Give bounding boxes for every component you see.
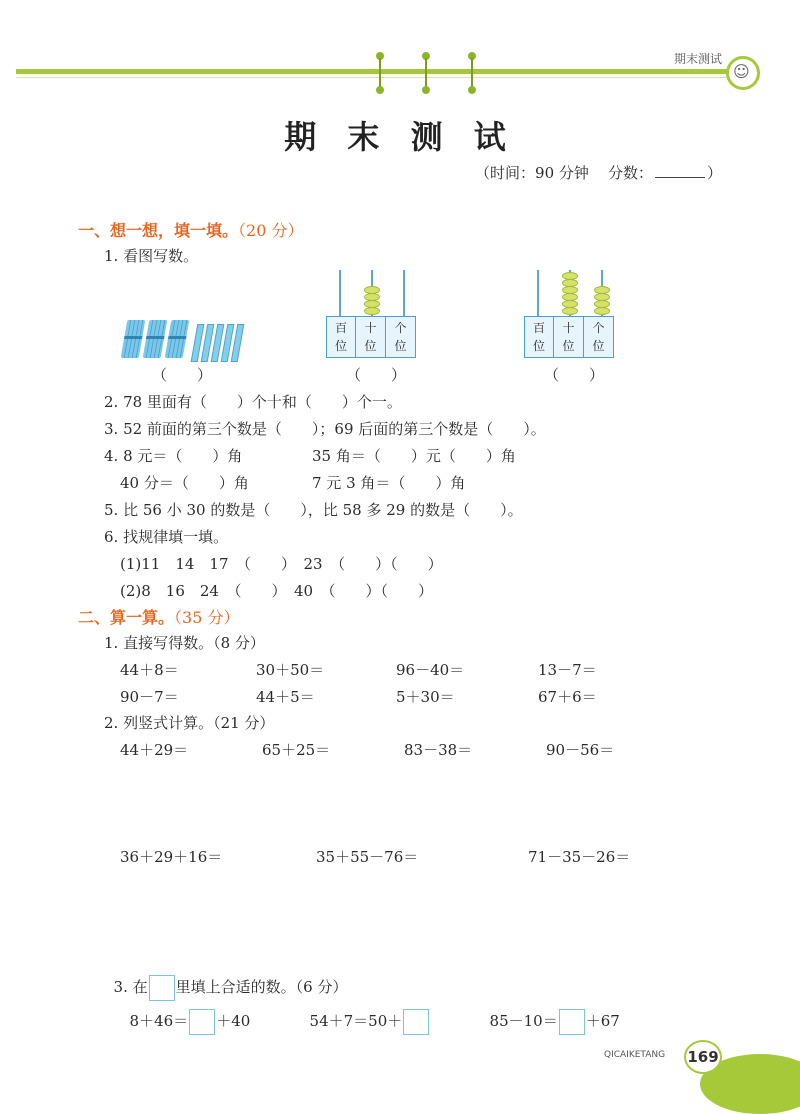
q4-text-a-right: 35 角＝（ ）元（ ）角: [312, 447, 516, 465]
answer-box[interactable]: [403, 1009, 429, 1035]
score-blank[interactable]: [655, 163, 705, 178]
answer-box[interactable]: [189, 1009, 215, 1035]
header-rule: [16, 77, 728, 78]
part1-heading: 一、想一想，填一填。（20 分）: [78, 221, 304, 240]
header-bar: [16, 69, 728, 74]
q3-text: 3. 52 前面的第三个数是（ ）；69 后面的第三个数是（ ）。: [104, 420, 546, 438]
score-label: 分数：: [607, 164, 653, 182]
oral-calc-item: 44＋5＝: [256, 688, 315, 706]
tens-cell: 十 位: [356, 316, 386, 358]
ones-cell: 个 位: [584, 316, 614, 358]
q6-sequence-1: (1)11 14 17 （ ） 23 （ ）（ ）: [120, 555, 443, 573]
vertical-calc-item: 83－38＝: [404, 741, 473, 759]
binder-pin: [468, 52, 476, 92]
exam-meta: [475, 162, 722, 183]
oral-calc-item: 5＋30＝: [396, 688, 455, 706]
vertical-calc-label: 2. 列竖式计算。（21 分）: [104, 714, 275, 732]
vertical-calc-item: 44＋29＝: [120, 741, 189, 759]
vertical-calc-item: 35＋55－76＝: [316, 848, 419, 866]
oral-calc-item: 44＋8＝: [120, 661, 179, 679]
footer-brand: QICAIKETANG: [604, 1050, 666, 1060]
place-value-chart-2: [524, 270, 616, 362]
q4-text-b-left: 40 分＝（ ）角: [120, 474, 249, 492]
q6-sequence-2: (2)8 16 24 （ ） 40 （ ）（ ）: [120, 582, 434, 600]
ones-cell: 个 位: [386, 316, 416, 358]
vertical-calc-item: 36＋29＋16＝: [120, 848, 223, 866]
binder-pin: [376, 52, 384, 92]
tens-cell: 十 位: [554, 316, 584, 358]
close-paren: ）: [706, 164, 722, 182]
oral-calc-item: 30＋50＝: [256, 661, 325, 679]
oral-calc-item: 13－7＝: [538, 661, 597, 679]
section-label: 期末测试: [673, 52, 722, 66]
fill-box-item-1: 8＋46＝ ＋40: [120, 991, 250, 1035]
oral-calc-item: 90－7＝: [120, 688, 179, 706]
hundreds-cell: 百 位: [524, 316, 554, 358]
binder-pin: [422, 52, 430, 92]
q1-label: 1. 看图写数。: [104, 247, 199, 265]
fill-box-item-3: 85－10＝ ＋67: [480, 991, 620, 1035]
q2-text: 2. 78 里面有（ ）个十和（ ）个一。: [104, 393, 402, 411]
q5-text: 5. 比 56 小 30 的数是（ ），比 58 多 29 的数是（ ）。: [104, 501, 523, 519]
vertical-calc-item: 90－56＝: [546, 741, 615, 759]
panda-icon: ☺: [733, 62, 750, 81]
fill-box-label: 3. 在 里填上合适的数。（6 分）: [104, 957, 347, 1001]
hundreds-cell: 百 位: [326, 316, 356, 358]
oral-calc-item: 67＋6＝: [538, 688, 597, 706]
page-title: 期 末 测 试: [284, 118, 516, 156]
oral-calc-item: 96－40＝: [396, 661, 465, 679]
stick-bundles-image: [118, 318, 248, 362]
q4-text-b-right: 7 元 3 角＝（ ）角: [312, 474, 466, 492]
vertical-calc-item: 71－35－26＝: [528, 848, 631, 866]
answer-blank-2[interactable]: （ ）: [346, 366, 407, 384]
time-label: （时间：90 分钟: [475, 164, 589, 182]
part2-heading: 二、算一算。（35 分）: [78, 608, 240, 627]
answer-blank-3[interactable]: （ ）: [544, 366, 605, 384]
fill-box-item-2: 54＋7＝50＋: [300, 991, 430, 1035]
q6-text: 6. 找规律填一填。: [104, 528, 229, 546]
q4-text-a-left: 4. 8 元＝（ ）角: [104, 447, 243, 465]
answer-blank-1[interactable]: （ ）: [152, 366, 213, 384]
place-value-chart-1: [326, 270, 418, 362]
answer-box[interactable]: [559, 1009, 585, 1035]
oral-calc-label: 1. 直接写得数。（8 分）: [104, 634, 265, 652]
vertical-calc-item: 65＋25＝: [262, 741, 331, 759]
page-number: 169: [684, 1040, 722, 1074]
